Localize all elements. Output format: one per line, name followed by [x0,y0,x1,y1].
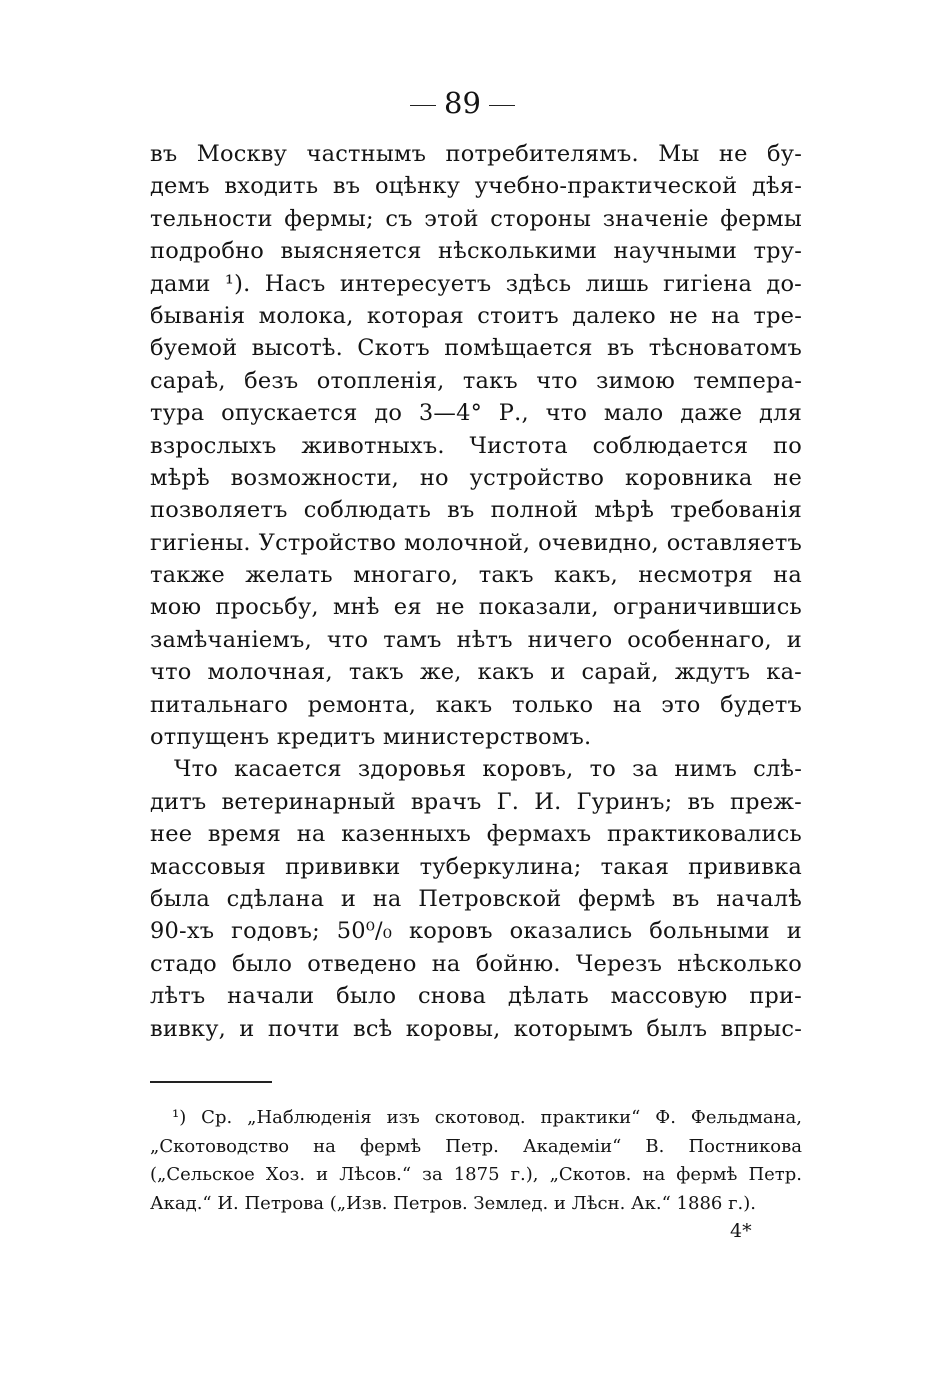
text-line: дитъ ветеринарный врачъ Г. И. Гуринъ; въ преж- [150,788,802,815]
text-line: тура опускается до 3—4° Р., что мало даже для [150,400,802,427]
text-line: была сдѣлана и на Петровской фермѣ въ началѣ [150,885,802,912]
text-line: 90-хъ годовъ; 50⁰/₀ коровъ оказались больными и [150,918,802,945]
text-line: взрослыхъ животныхъ. Чистота соблюдается по [150,432,802,459]
footnote-line: ¹) Ср. „Наблюденія изъ скотовод. практики“ Ф. Фельдмана, [172,1107,802,1128]
text-line: быванія молока, которая стоитъ далеко не на тре- [150,302,802,329]
text-line: подробно выясняется нѣсколькими научными тру- [150,238,802,265]
text-line: дами ¹). Насъ интересуетъ здѣсь лишь гигіена до- [150,270,802,297]
text-line: отпущенъ кредитъ министерствомъ. [150,724,592,751]
footnote-line: „Скотоводство на фермѣ Петр. Академіи“ В. Постникова [150,1135,802,1157]
text-line: стадо было отведено на бойню. Черезъ нѣсколько [150,950,802,977]
page-header [0,86,925,120]
header-dash-left [410,105,436,106]
text-line: вивку, и почти всѣ коровы, которымъ былъ впрыс- [150,1015,802,1042]
text-line: также желать многаго, такъ какъ, несмотря на [150,562,802,589]
text-line: гигіены. Устройство молочной, очевидно, оставляетъ [150,529,802,556]
text-line: мѣрѣ возможности, но устройство коровника не [150,464,802,491]
text-line: что молочная, такъ же, какъ и сарай, ждутъ ка- [150,659,802,686]
text-line: лѣтъ начали было снова дѣлать массовую при- [150,983,802,1010]
text-line: позволяетъ соблюдать въ полной мѣрѣ требованія [150,497,802,524]
footnote-rule [150,1081,272,1083]
printer-signature-mark: 4* [730,1220,752,1242]
header-dash-right [489,105,515,106]
text-line: замѣчаніемъ, что тамъ нѣтъ ничего особеннаго, и [150,626,802,653]
main-text [150,138,802,1045]
text-line: сараѣ, безъ отопленія, такъ что зимою темпера- [150,367,802,394]
text-line: нее время на казенныхъ фермахъ практиковались [150,821,802,848]
page-number: 89 [444,86,481,120]
text-line: демъ входить въ оцѣнку учебно-практической дѣя- [150,173,802,200]
text-line: массовыя прививки туберкулина; такая прививка [150,853,802,880]
text-line: Что касается здоровья коровъ, то за нимъ слѣ- [174,756,802,783]
text-line: мою просьбу, мнѣ ея не показали, ограничившись [150,594,802,621]
text-line: въ Москву частнымъ потребителямъ. Мы не бу- [150,141,802,167]
footnote-line: Акад.“ И. Петрова („Изв. Петров. Землед. и Лѣсн. Ак.“ 1886 г.). [150,1192,756,1214]
footnote-line: („Сельское Хоз. и Лѣсов.“ за 1875 г.), „Скотов. на фермѣ Петр. [150,1164,802,1185]
text-line: питальнаго ремонта, какъ только на это будетъ [150,691,802,718]
text-line: тельности фермы; съ этой стороны значеніе фермы [150,205,802,232]
text-line: буемой высотѣ. Скотъ помѣщается въ тѣсноватомъ [150,335,802,362]
footnotes [150,1104,802,1218]
